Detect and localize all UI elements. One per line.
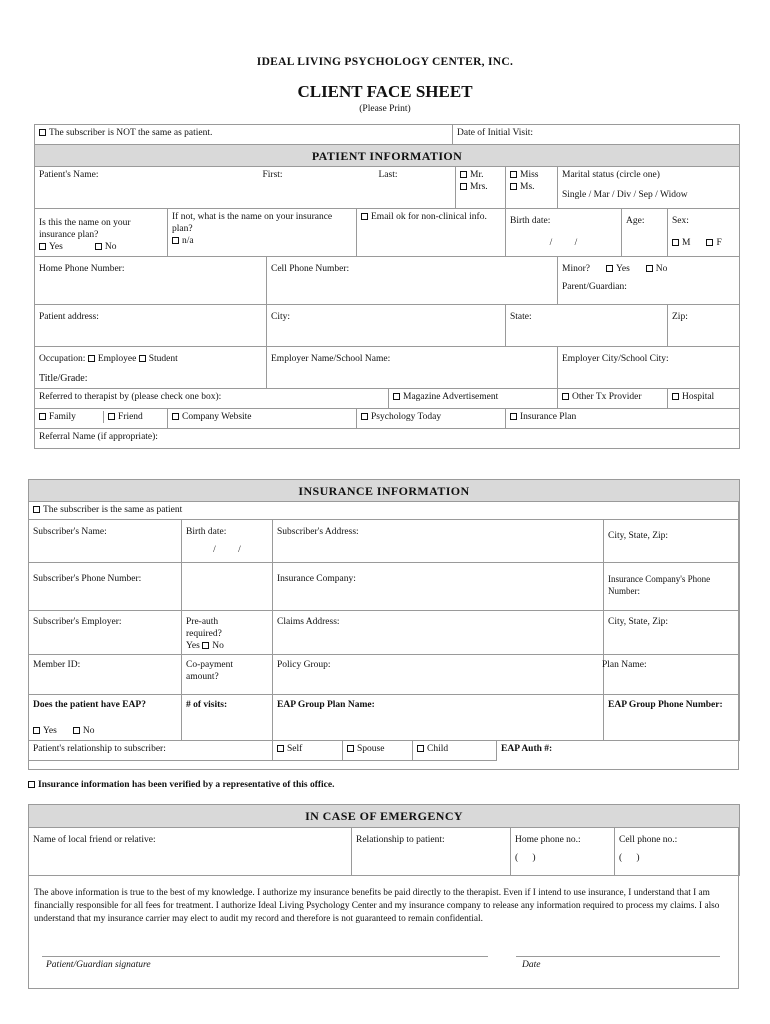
checkbox-icon[interactable] [33, 506, 40, 513]
emergency-section [28, 804, 740, 876]
checkbox-icon[interactable] [347, 745, 354, 752]
checkbox-icon[interactable] [361, 413, 368, 420]
org-name: IDEAL LIVING PSYCHOLOGY CENTER, INC. [256, 56, 514, 68]
checkbox-icon[interactable] [510, 183, 517, 190]
eap-question: Does the patient have EAP? Yes No [29, 695, 182, 741]
employer-name-field[interactable]: Employer Name/School Name: [267, 347, 558, 389]
emergency-cell-phone-field[interactable]: Cell phone no.: ( ) [615, 828, 740, 876]
eap-group-plan-field[interactable]: EAP Group Plan Name: [273, 695, 604, 741]
birth-date-field[interactable]: Birth date: / / [506, 209, 622, 257]
patient-information-section [34, 144, 740, 449]
insurance-name-question[interactable]: Is this the name on your insurance plan? Yes No [35, 209, 168, 257]
checkbox-icon[interactable] [460, 183, 467, 190]
checkbox-icon[interactable] [672, 239, 679, 246]
referral-other-tx-option[interactable]: Other Tx Provider [558, 389, 668, 409]
age-field[interactable]: Age: [622, 209, 668, 257]
checkbox-icon[interactable] [277, 745, 284, 752]
policy-group-field[interactable]: Policy Group: [273, 655, 604, 695]
subscriber-phone-field[interactable]: Subscriber's Phone Number: [29, 563, 182, 611]
signature-label: Patient/Guardian signature [46, 960, 151, 970]
referral-insurance-plan-option[interactable]: Insurance Plan [506, 409, 740, 429]
consent-text: The above information is true to the best of my knowledge. I authorize my insurance benefits be paid directly to the therapist. Even if I intend to use insurance, I understand that I am financially responsible for all fees for treatment. I authorize Ideal Living Psychology Center and my insurance company to release any information required to process my claims. I also understand that my insurance carrier may elect to audit my record and therefore is not guaranteed to remain confidential. [34, 888, 720, 924]
insurance-verified-option[interactable]: Insurance information has been verified by a representative of this office. [28, 780, 335, 790]
employer-city-field[interactable]: Employer City/School City: [558, 347, 740, 389]
marital-status-field[interactable]: Marital status (circle one) Single / Mar / Div / Sep / Widow [558, 167, 740, 209]
preauth-field[interactable]: Pre-auth required? Yes No [182, 611, 273, 655]
patient-name-field[interactable]: Patient's Name: [35, 167, 267, 209]
checkbox-icon[interactable] [39, 413, 46, 420]
patient-address-field[interactable]: Patient address: [35, 305, 267, 347]
referred-by-label: Referred to therapist by (please check one box): [35, 389, 389, 409]
checkbox-icon[interactable] [510, 413, 517, 420]
date-label: Date [522, 960, 541, 970]
insurance-company-field[interactable]: Insurance Company: [273, 563, 604, 611]
checkbox-icon[interactable] [202, 642, 209, 649]
state-field[interactable]: State: [506, 305, 668, 347]
copayment-field[interactable]: Co-payment amount? [182, 655, 273, 695]
home-phone-field[interactable]: Home Phone Number: [35, 257, 267, 305]
relationship-child-option[interactable]: Child [413, 741, 497, 761]
last-name-field[interactable]: Last: [378, 170, 398, 180]
checkbox-icon[interactable] [172, 413, 179, 420]
title-miss-ms[interactable]: Miss Ms. [506, 167, 558, 209]
checkbox-icon[interactable] [510, 171, 517, 178]
zip-field[interactable]: Zip: [668, 305, 740, 347]
email-ok-option[interactable]: Email ok for non-clinical info. [357, 209, 506, 257]
checkbox-icon[interactable] [39, 243, 46, 250]
occupation-field[interactable]: Occupation: Employee Student Title/Grade: [35, 347, 267, 389]
city-field[interactable]: City: [267, 305, 506, 347]
subscriber-birth-date-field[interactable]: Birth date: / / [182, 520, 273, 563]
title-mr-mrs[interactable]: Mr. Mrs. [456, 167, 506, 209]
emergency-home-phone-field[interactable]: Home phone no.: ( ) [511, 828, 615, 876]
emergency-relationship-field[interactable]: Relationship to patient: [352, 828, 511, 876]
checkbox-icon[interactable] [460, 171, 467, 178]
sex-field[interactable]: Sex: M F [668, 209, 740, 257]
minor-field[interactable]: Minor? Yes No Parent/Guardian: [558, 257, 740, 305]
referral-psychology-today-option[interactable]: Psychology Today [357, 409, 506, 429]
checkbox-icon[interactable] [139, 355, 146, 362]
relationship-label: Patient's relationship to subscriber: [29, 741, 273, 761]
checkbox-icon[interactable] [361, 213, 368, 220]
date-line[interactable] [516, 956, 720, 957]
checkbox-icon[interactable] [562, 393, 569, 400]
referral-company-website-option[interactable]: Company Website [168, 409, 357, 429]
subscriber-not-same-cell[interactable]: The subscriber is NOT the same as patient. [35, 125, 453, 145]
checkbox-icon[interactable] [646, 265, 653, 272]
top-row [34, 124, 740, 145]
insurance-information-section [28, 479, 740, 761]
emergency-heading: IN CASE OF EMERGENCY [29, 805, 740, 828]
checkbox-icon[interactable] [393, 393, 400, 400]
referral-magazine-option[interactable]: Magazine Advertisement [389, 389, 558, 409]
checkbox-icon[interactable] [672, 393, 679, 400]
date-initial-visit-field[interactable]: Date of Initial Visit: [453, 125, 740, 145]
insurance-plan-name-field[interactable]: If not, what is the name on your insurance plan? n/a [168, 209, 357, 257]
checkbox-icon[interactable] [172, 237, 179, 244]
referral-name-field[interactable]: Referral Name (if appropriate): [35, 429, 740, 449]
subscriber-same-option[interactable]: The subscriber is the same as patient [29, 502, 740, 520]
checkbox-icon[interactable] [73, 727, 80, 734]
referral-family-option[interactable]: Family Friend [35, 409, 168, 429]
checkbox-icon[interactable] [28, 781, 35, 788]
eap-auth-field[interactable]: EAP Auth #: [501, 744, 553, 754]
subscriber-city-state-zip-field[interactable]: City, State, Zip: [604, 520, 740, 563]
patient-information-heading: PATIENT INFORMATION [35, 145, 740, 167]
insurance-information-heading: INSURANCE INFORMATION [29, 480, 740, 502]
checkbox-icon[interactable] [33, 727, 40, 734]
claims-address-field[interactable]: Claims Address: [273, 611, 604, 655]
plan-name-field[interactable]: Plan Name: [604, 655, 740, 695]
checkbox-icon[interactable] [88, 355, 95, 362]
relationship-self-option[interactable]: Self [273, 741, 343, 761]
first-name-field[interactable]: First: [262, 170, 283, 180]
subscriber-employer-field[interactable]: Subscriber's Employer: [29, 611, 182, 655]
checkbox-icon[interactable] [108, 413, 115, 420]
eap-visits-field[interactable]: # of visits: [182, 695, 273, 741]
checkbox-icon[interactable] [95, 243, 102, 250]
cell-phone-field[interactable]: Cell Phone Number: [267, 257, 558, 305]
eap-group-phone-field[interactable]: EAP Group Phone Number: [604, 695, 740, 741]
emergency-contact-name-field[interactable]: Name of local friend or relative: [29, 828, 352, 876]
signature-line[interactable] [42, 956, 488, 957]
subscriber-address-field[interactable]: Subscriber's Address: [273, 520, 604, 563]
checkbox-icon[interactable] [606, 265, 613, 272]
subscriber-name-field[interactable]: Subscriber's Name: [29, 520, 182, 563]
form-subtitle: (Please Print) [359, 104, 411, 114]
form-title: CLIENT FACE SHEET [297, 82, 473, 101]
referral-hospital-option[interactable]: Hospital [668, 389, 740, 409]
checkbox-icon[interactable] [706, 239, 713, 246]
member-id-field[interactable]: Member ID: [29, 655, 182, 695]
insurance-company-phone-field[interactable]: Insurance Company's Phone Number: [604, 563, 740, 611]
checkbox-icon[interactable] [39, 129, 46, 136]
claims-city-state-zip-field[interactable]: City, State, Zip: [604, 611, 740, 655]
relationship-spouse-option[interactable]: Spouse [343, 741, 413, 761]
checkbox-icon[interactable] [417, 745, 424, 752]
